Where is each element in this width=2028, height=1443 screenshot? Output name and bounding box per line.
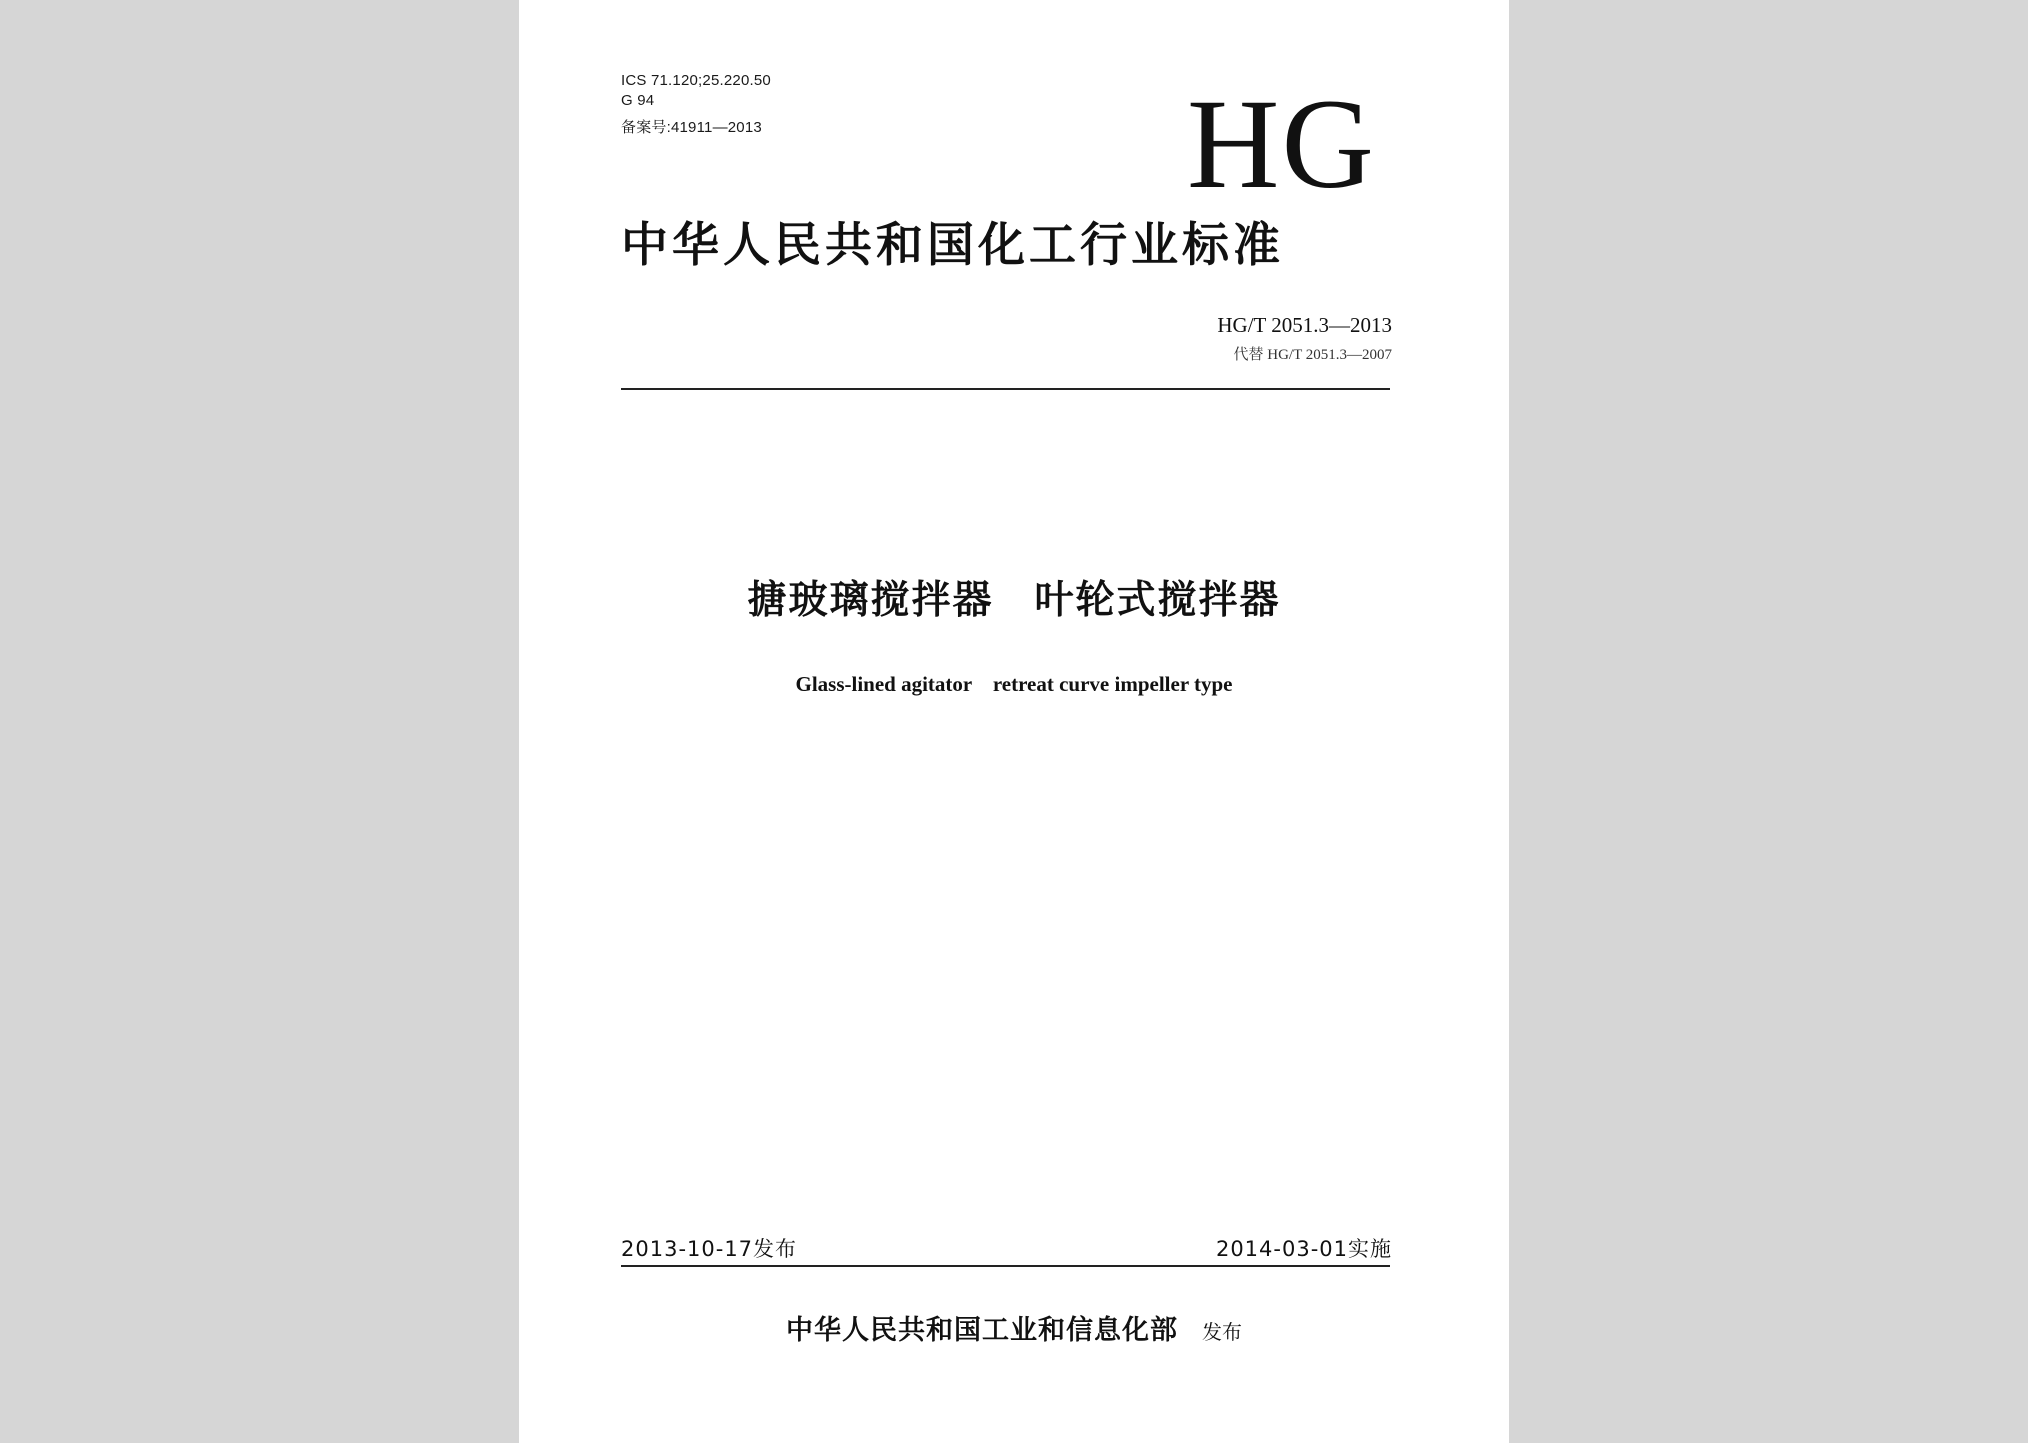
document-page bbox=[519, 0, 1509, 1443]
replaces-standard: 代替 HG/T 2051.3—2007 bbox=[1233, 347, 1392, 363]
record-number: 备案号:41911—2013 bbox=[621, 119, 762, 136]
footer-divider bbox=[621, 1265, 1390, 1267]
document-title-chinese: 搪玻璃搅拌器 叶轮式搅拌器 bbox=[747, 578, 1281, 623]
ics-code: ICS 71.120;25.220.50 bbox=[621, 72, 771, 89]
issue-date: 2013-10-17发布 bbox=[621, 1237, 798, 1261]
implementation-date: 2014-03-01实施 bbox=[1215, 1237, 1392, 1261]
issuer-name: 中华人民共和国工业和信息化部 bbox=[786, 1315, 1178, 1346]
standard-number: HG/T 2051.3—2013 bbox=[1217, 313, 1392, 337]
header-divider bbox=[621, 388, 1390, 390]
issuer-line bbox=[519, 1314, 1509, 1349]
document-title-english: Glass-lined agitator retreat curve impeller type bbox=[795, 672, 1233, 696]
hg-logo: HG bbox=[1187, 73, 1376, 215]
issuer-suffix: 发布 bbox=[1202, 1320, 1242, 1344]
standard-title: 中华人民共和国化工行业标准 bbox=[621, 218, 1284, 273]
ccs-code: G 94 bbox=[621, 92, 655, 109]
